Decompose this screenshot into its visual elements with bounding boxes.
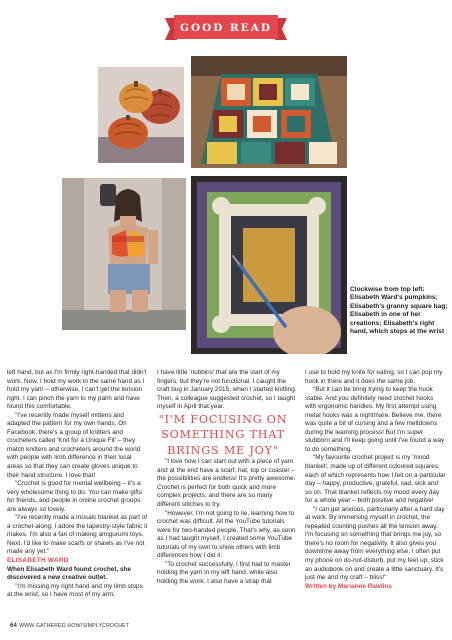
right-hand-crochet-photo [191,176,347,354]
good-read-banner [165,14,287,42]
elisabeth-photo [62,178,186,330]
col2-paragraph-1: I have little 'nubbins' that are the start of my fingers, but they're not functional. I caught the craft bug in January 2015, when I started knitting. Then, a colleague suggested crochet, so I taught myself in April that year. [157,369,297,411]
pull-quote: "I'M FOCUSING ON SOMETHING THAT BRINGS ME JOY" [158,412,288,457]
col1-paragraph-2: "I've recently made myself mittens and adapted the pattern for my own hands. On Facebook, there's a group of knitters and crocheters called 'Knit for a Unique Fit' – they match knitters and crocheters around the world with people with limb difference in their local areas so that they can create gloves unique to their hand structure. I love that! [7,411,141,479]
col1-paragraph-3: "Crochet is good for mental wellbeing – it's a very wholesome thing to do. You can make gifts for friends, and people in online crochet groups are always so lovely. [7,480,142,513]
article-column-1 [7,369,148,600]
author-byline: Written by Marianne Rawlins [305,582,392,590]
col2-paragraph-3: "However, I'm not going to lie, learning how to crochet was difficult. All the YouTube tutorials were for two-handed people. That's why, as soon as I had taught myself, I created some YouTube tutorials of my own to show others with limb differences how I did it. [157,509,296,560]
col3-paragraph-1: I use to hold my knife for eating, so I can pop my hook in there and it does the same job. [305,369,443,385]
col1-paragraph-4: "I've recently made a mosaic blanket as part of a crochet-along. I adore the tapestry-style fabric it makes. I'm also a fan of making amigurumi toys. Next, I'd like to make scarfs or shawls as I've not made any yet." [7,514,148,556]
col1-paragraph-5: "I'm missing my right hand and my limb stops at the wrist, so I have most of my arm. [7,582,143,599]
page-number: 64 [10,623,18,629]
section-subhead: ELISABETH WARD [7,557,69,565]
col2-paragraph-2: "I love how I can start out with a piece of yarn and at the end have a scarf, hat, top or coaster – the possibilities are endless! It's pretty awesome. Crochet is perfect for both quick and more complex projects, and there are so many different stitches to try. [157,458,296,508]
pumpkins-photo [98,67,184,163]
col3-paragraph-3: "My favourite crochet project is my 'mood blanket', made up of different coloured squares, each of which represents how I felt on a particular day – happy, productive, grateful, sad, sick and so on. That blanket reflects my mood every day for a whole year – both positive and negative! [305,454,446,505]
col1-paragraph-1: left hand, but as I'm firmly right-handed that didn't work. Now, I hold my work in the same hand as I hold my yarn – otherwise, I can't get the tension right. I can pinch the yarn to my palm and have found this comfortable. [7,369,147,411]
section-intro: When Elisabeth Ward found crochet, she discovered a new creative outlet. [7,565,132,582]
magazine-url: WWW.GATHERED.HOW/SIMPLYCROCHET [19,623,130,629]
col3-paragraph-2: "But it can be tiring trying to keep the hook stable. And you definitely need crochet hooks with ergonomic handles. My first attempt using metal hooks was a nightmare. Believe me, there was quite a bit of cursing and a few meltdowns during the learning process! But I'm super stubborn and I'll keep going until I've found a way to do something. [305,386,445,453]
page-footer [10,623,129,629]
banner-title: GOOD READ [179,22,272,34]
photo-caption: Clockwise from top left: Elisabeth Ward's pumpkins; Elisabeth's granny square bag; Elisabeth in one of her creations; Elisabeth's right hand, which stops at the wrist [350,286,448,336]
granny-square-bag-photo [191,56,347,168]
col2-paragraph-4: "To crochet successfully, I first had to master holding the yarn in my left hand, while also holding the work. I also have a strap that [157,560,291,585]
col3-paragraph-4: "I can get anxious, particularly after a hard day at work. By immersing myself in crochet, the repeated counting pushes all the tension away. I'm focusing on something that brings me joy, so there's no room for negativity. It also gives you downtime away from everything else. I often put my phone on do-not-disturb, put my feet up, stick an audiobook on and create a little sanctuary. It's just me and my craft – bliss!" [305,505,445,582]
article-column-2 [157,369,297,586]
article-column-3 [305,369,446,591]
